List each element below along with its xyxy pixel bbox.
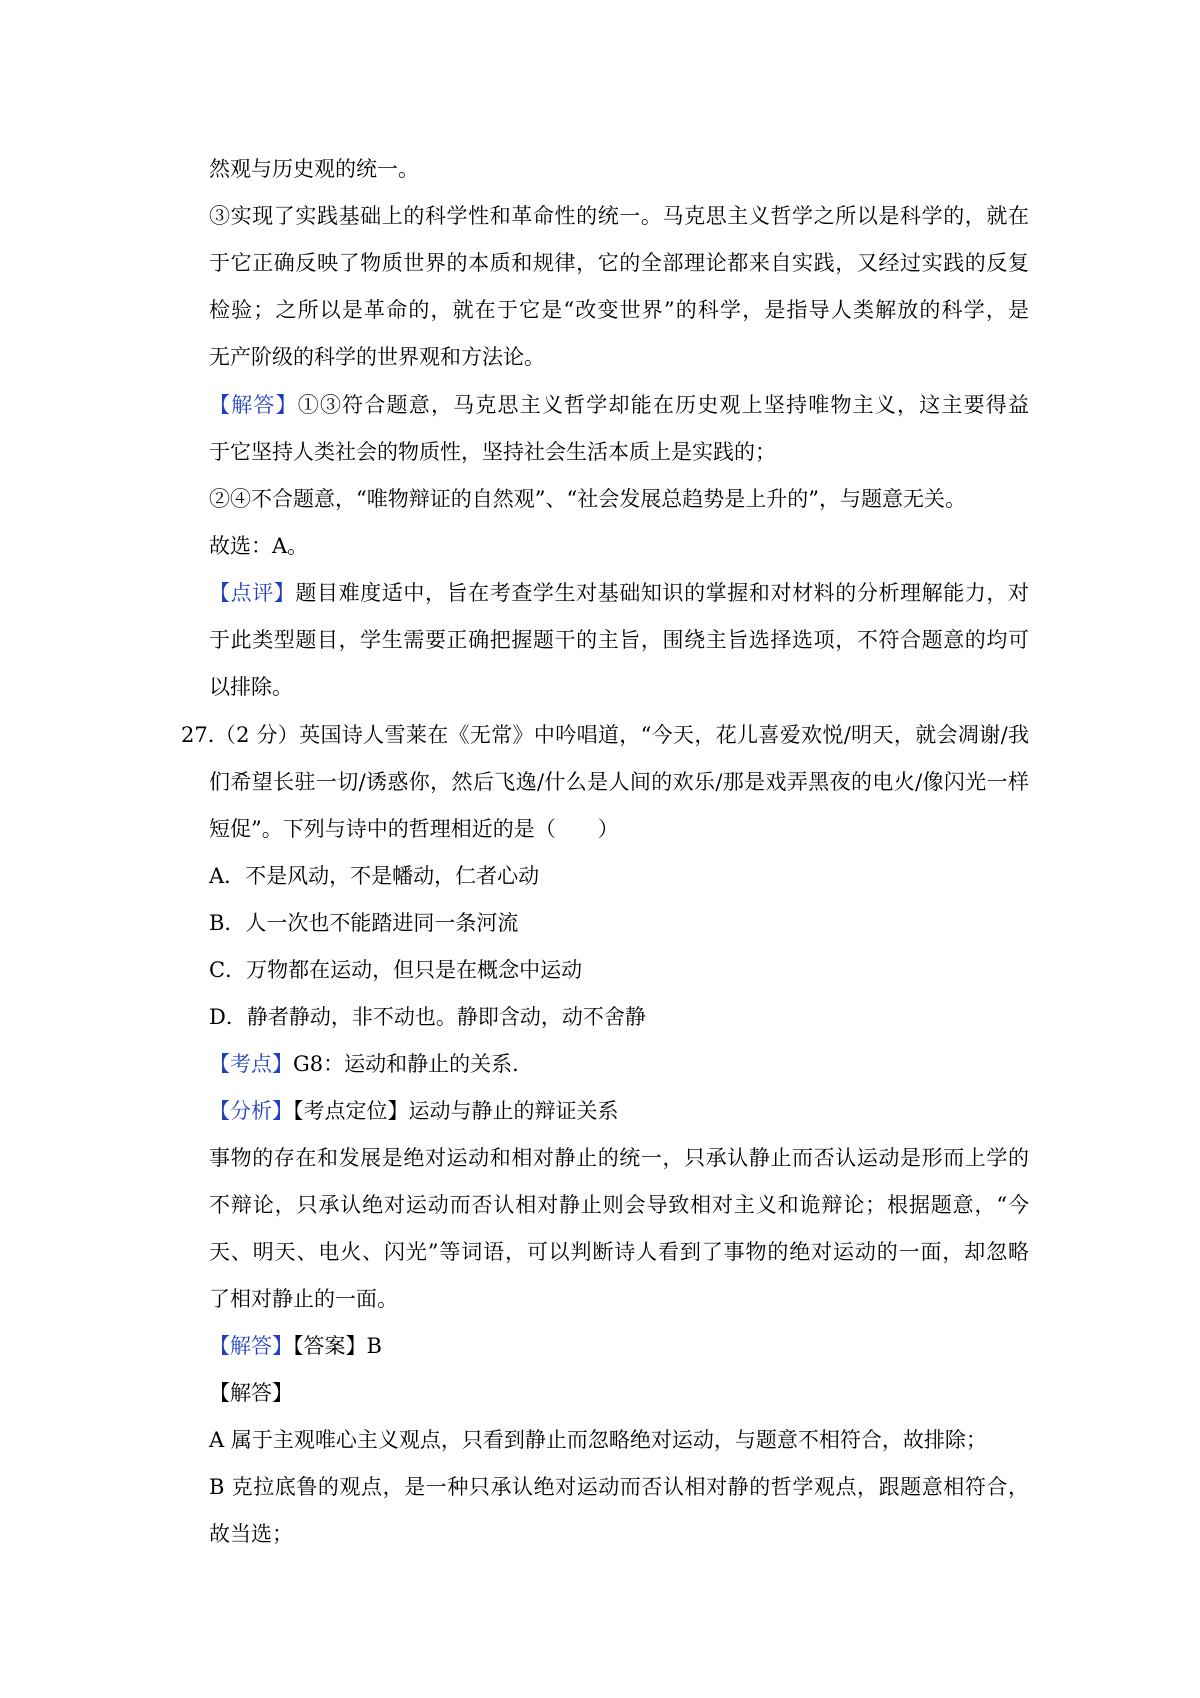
question-stem: 27.（2 分）英国诗人雪莱在《无常》中吟唱道，“今天，花儿喜爱欢悦/明天，就会凋谢/我	[181, 723, 1029, 747]
option-c: C．万物都在运动，但只是在概念中运动	[209, 958, 583, 982]
option-b: B．人一次也不能踏进同一条河流	[209, 911, 519, 935]
text-line: 于它坚持人类社会的物质性，坚持社会生活本质上是实践的；	[209, 440, 776, 464]
option-d: D．静者静动，非不动也。静即含动，动不舍静	[209, 1005, 646, 1029]
question-stem: 们希望长驻一切/诱惑你，然后飞逸/什么是人间的欢乐/那是戏弄黑夜的电火/像闪光一样	[209, 770, 1029, 794]
analysis-line	[209, 1096, 1029, 1126]
kaodian-text: G8：运动和静止的关系．	[293, 1052, 534, 1076]
kaodian-tag: 【考点】	[209, 1052, 293, 1076]
text-line: 于它正确反映了物质世界的本质和规律，它的全部理论都来自实践，又经过实践的反复	[209, 251, 1029, 275]
text-line: 故选：A。	[209, 534, 309, 558]
kaodian-line	[209, 1049, 1029, 1079]
text-line: A 属于主观唯心主义观点，只看到静止而忽略绝对运动，与题意不相符合，故排除；	[209, 1428, 987, 1452]
text-line: ③实现了实践基础上的科学性和革命性的统一。马克思主义哲学之所以是科学的，就在	[209, 204, 1029, 228]
answer-line	[209, 390, 1029, 420]
text-line: 了相对静止的一面。	[209, 1287, 398, 1311]
text-line: ②④不合题意，“唯物辩证的自然观”、“社会发展总趋势是上升的”，与题意无关。	[209, 487, 966, 511]
answer-line	[209, 1331, 1029, 1361]
comment-line	[209, 578, 1029, 608]
text-line: 故当选；	[209, 1522, 293, 1546]
text-line: 无产阶级的科学的世界观和方法论。	[209, 345, 545, 369]
text-line: 检验；之所以是革命的，就在于它是“改变世界”的科学，是指导人类解放的科学，是	[209, 298, 1029, 322]
answer-text: ①③符合题意，马克思主义哲学却能在历史观上坚持唯物主义，这主要得益	[297, 393, 1030, 417]
analysis-tag: 【分析】	[209, 1099, 293, 1123]
question-stem: 短促”。下列与诗中的哲理相近的是（ ）	[209, 817, 619, 841]
text-line: 然观与历史观的统一。	[209, 157, 419, 181]
analysis-text: 【考点定位】运动与静止的辩证关系	[293, 1099, 619, 1123]
answer-text: 【答案】B	[293, 1334, 382, 1358]
comment-text: 题目难度适中，旨在考查学生对基础知识的掌握和对材料的分析理解能力，对	[295, 581, 1030, 605]
text-line: 以排除。	[209, 675, 293, 699]
text-line: 于此类型题目，学生需要正确把握题干的主旨，围绕主旨选择选项，不符合题意的均可	[209, 628, 1029, 652]
text-line: 天、明天、电火、闪光”等词语，可以判断诗人看到了事物的绝对运动的一面，却忽略	[209, 1240, 1029, 1264]
text-line: 事物的存在和发展是绝对运动和相对静止的统一，只承认静止而否认运动是形而上学的	[209, 1146, 1029, 1170]
comment-tag: 【点评】	[209, 581, 296, 605]
answer-subheading: 【解答】	[209, 1381, 293, 1405]
text-line: B 克拉底鲁的观点，是一种只承认绝对运动而否认相对静的哲学观点，跟题意相符合，	[209, 1475, 1029, 1499]
answer-tag: 【解答】	[209, 1334, 293, 1358]
answer-tag: 【解答】	[209, 393, 298, 417]
text-line: 不辩论，只承认绝对运动而否认相对静止则会导致相对主义和诡辩论；根据题意，“今	[209, 1193, 1029, 1217]
option-a: A．不是风动，不是幡动，仁者心动	[209, 864, 540, 888]
